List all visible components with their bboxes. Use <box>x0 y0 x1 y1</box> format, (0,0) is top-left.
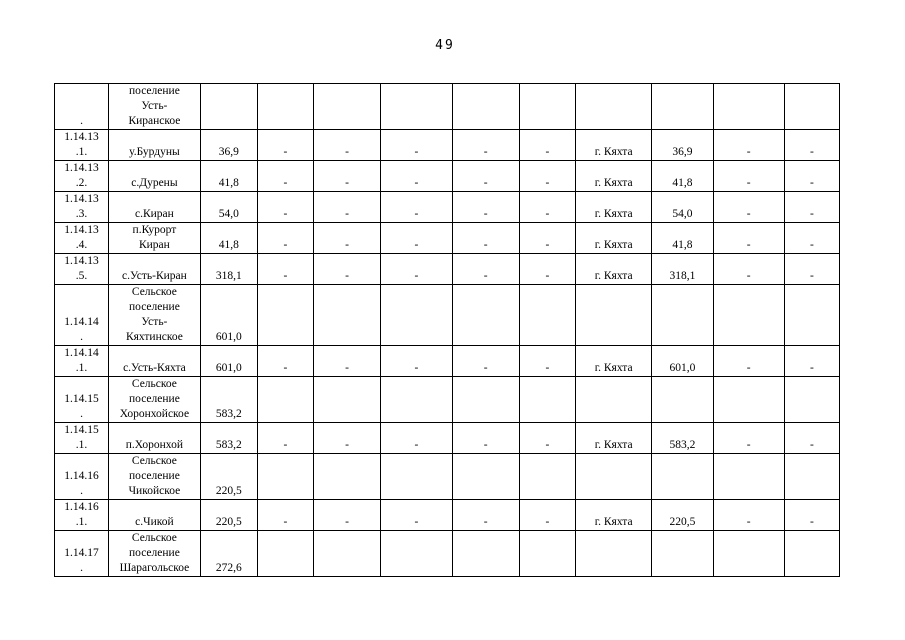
area-value: 583,2 <box>200 423 257 454</box>
cell: - <box>713 192 784 223</box>
cell <box>257 531 313 577</box>
settlement-name: с.Киран <box>109 192 201 223</box>
cell: - <box>381 161 452 192</box>
area-value-2: 601,0 <box>652 346 713 377</box>
cell: - <box>713 254 784 285</box>
settlement-name: Сельское поселение Усть- Кяхтинское <box>109 285 201 346</box>
city-cell <box>575 454 651 500</box>
city-cell: г. Кяхта <box>575 223 651 254</box>
cell <box>519 285 575 346</box>
area-value <box>200 84 257 130</box>
cell <box>452 454 519 500</box>
area-value-2 <box>652 454 713 500</box>
cell: - <box>257 223 313 254</box>
cell: - <box>257 500 313 531</box>
cell <box>713 454 784 500</box>
area-value: 36,9 <box>200 130 257 161</box>
row-number: 1.14.13 .4. <box>55 223 109 254</box>
row-number: 1.14.13 .5. <box>55 254 109 285</box>
cell: - <box>452 130 519 161</box>
cell: - <box>784 254 839 285</box>
city-cell <box>575 285 651 346</box>
cell: - <box>519 423 575 454</box>
area-value: 41,8 <box>200 223 257 254</box>
cell: - <box>452 254 519 285</box>
cell: - <box>519 500 575 531</box>
cell <box>313 531 380 577</box>
cell <box>257 285 313 346</box>
area-value: 318,1 <box>200 254 257 285</box>
cell <box>452 84 519 130</box>
row-number: 1.14.13 .1. <box>55 130 109 161</box>
city-cell: г. Кяхта <box>575 500 651 531</box>
area-value-2: 41,8 <box>652 161 713 192</box>
cell: - <box>257 192 313 223</box>
settlement-name: с.Чикой <box>109 500 201 531</box>
table-row <box>55 454 840 500</box>
cell <box>313 377 380 423</box>
city-cell <box>575 531 651 577</box>
row-number: 1.14.16 . <box>55 454 109 500</box>
table-row <box>55 130 840 161</box>
settlement-name: с.Усть-Кяхта <box>109 346 201 377</box>
settlement-name: Сельское поселение Шарагольское <box>109 531 201 577</box>
area-value-2 <box>652 285 713 346</box>
cell <box>257 377 313 423</box>
cell <box>713 285 784 346</box>
settlement-name: Сельское поселение Чикойское <box>109 454 201 500</box>
cell <box>452 285 519 346</box>
area-value-2: 36,9 <box>652 130 713 161</box>
table-row <box>55 161 840 192</box>
area-value-2: 583,2 <box>652 423 713 454</box>
cell <box>381 377 452 423</box>
cell: - <box>784 423 839 454</box>
cell: - <box>713 500 784 531</box>
table-row <box>55 377 840 423</box>
settlement-name: с.Усть-Киран <box>109 254 201 285</box>
cell: - <box>713 130 784 161</box>
cell: - <box>381 192 452 223</box>
cell: - <box>313 254 380 285</box>
cell: - <box>381 254 452 285</box>
cell <box>784 84 839 130</box>
cell <box>519 454 575 500</box>
area-value: 41,8 <box>200 161 257 192</box>
cell <box>381 84 452 130</box>
cell: - <box>784 223 839 254</box>
cell: - <box>784 346 839 377</box>
row-number: 1.14.15 . <box>55 377 109 423</box>
area-value: 601,0 <box>200 346 257 377</box>
cell: - <box>519 161 575 192</box>
area-value: 54,0 <box>200 192 257 223</box>
cell: - <box>381 223 452 254</box>
cell: - <box>452 223 519 254</box>
cell: - <box>257 254 313 285</box>
cell: - <box>519 223 575 254</box>
area-value-2 <box>652 531 713 577</box>
row-number: . <box>55 84 109 130</box>
settlement-name: с.Дурены <box>109 161 201 192</box>
cell: - <box>257 423 313 454</box>
city-cell: г. Кяхта <box>575 161 651 192</box>
city-cell <box>575 377 651 423</box>
area-value: 272,6 <box>200 531 257 577</box>
cell: - <box>519 192 575 223</box>
cell: - <box>313 423 380 454</box>
area-value-2: 220,5 <box>652 500 713 531</box>
cell <box>381 531 452 577</box>
cell <box>519 84 575 130</box>
cell <box>313 454 380 500</box>
row-number: 1.14.17 . <box>55 531 109 577</box>
area-value: 220,5 <box>200 454 257 500</box>
cell: - <box>257 161 313 192</box>
cell <box>257 454 313 500</box>
cell <box>313 285 380 346</box>
cell <box>784 531 839 577</box>
area-value-2: 54,0 <box>652 192 713 223</box>
row-number: 1.14.14 .1. <box>55 346 109 377</box>
cell <box>784 377 839 423</box>
city-cell: г. Кяхта <box>575 192 651 223</box>
area-value: 601,0 <box>200 285 257 346</box>
settlement-table <box>54 83 840 577</box>
cell: - <box>257 130 313 161</box>
cell: - <box>313 192 380 223</box>
table-row <box>55 223 840 254</box>
cell <box>713 377 784 423</box>
cell <box>784 454 839 500</box>
table-row <box>55 192 840 223</box>
cell: - <box>313 500 380 531</box>
city-cell <box>575 84 651 130</box>
settlement-name: п.Хоронхой <box>109 423 201 454</box>
settlement-name: поселение Усть- Киранское <box>109 84 201 130</box>
cell: - <box>313 161 380 192</box>
cell: - <box>313 346 380 377</box>
area-value: 583,2 <box>200 377 257 423</box>
row-number: 1.14.16 .1. <box>55 500 109 531</box>
table-row <box>55 423 840 454</box>
area-value-2 <box>652 377 713 423</box>
cell: - <box>452 192 519 223</box>
cell: - <box>381 346 452 377</box>
cell: - <box>381 500 452 531</box>
table-row <box>55 500 840 531</box>
cell: - <box>713 223 784 254</box>
area-value-2: 41,8 <box>652 223 713 254</box>
cell <box>313 84 380 130</box>
cell: - <box>452 500 519 531</box>
cell: - <box>519 130 575 161</box>
page-number: 49 <box>435 38 455 53</box>
cell <box>519 377 575 423</box>
cell: - <box>519 346 575 377</box>
cell: - <box>784 192 839 223</box>
cell: - <box>381 130 452 161</box>
area-value: 220,5 <box>200 500 257 531</box>
cell: - <box>713 346 784 377</box>
cell: - <box>452 161 519 192</box>
city-cell: г. Кяхта <box>575 130 651 161</box>
cell: - <box>313 223 380 254</box>
cell: - <box>313 130 380 161</box>
settlement-name: п.Курорт Киран <box>109 223 201 254</box>
cell <box>713 84 784 130</box>
cell <box>257 84 313 130</box>
cell <box>519 531 575 577</box>
cell: - <box>784 130 839 161</box>
area-value-2: 318,1 <box>652 254 713 285</box>
cell: - <box>257 346 313 377</box>
area-value-2 <box>652 84 713 130</box>
row-number: 1.14.13 .2. <box>55 161 109 192</box>
cell <box>452 377 519 423</box>
cell <box>713 531 784 577</box>
table-row <box>55 285 840 346</box>
settlement-name: у.Бурдуны <box>109 130 201 161</box>
row-number: 1.14.15 .1. <box>55 423 109 454</box>
cell: - <box>713 161 784 192</box>
table-row <box>55 84 840 130</box>
city-cell: г. Кяхта <box>575 346 651 377</box>
cell <box>381 285 452 346</box>
cell: - <box>452 423 519 454</box>
cell: - <box>381 423 452 454</box>
cell: - <box>784 161 839 192</box>
cell: - <box>713 423 784 454</box>
table-row <box>55 254 840 285</box>
city-cell: г. Кяхта <box>575 254 651 285</box>
cell <box>452 531 519 577</box>
cell: - <box>784 500 839 531</box>
cell: - <box>452 346 519 377</box>
settlement-name: Сельское поселение Хоронхойское <box>109 377 201 423</box>
cell: - <box>519 254 575 285</box>
table-row <box>55 346 840 377</box>
row-number: 1.14.13 .3. <box>55 192 109 223</box>
row-number: 1.14.14 . <box>55 285 109 346</box>
city-cell: г. Кяхта <box>575 423 651 454</box>
table-row <box>55 531 840 577</box>
cell <box>381 454 452 500</box>
cell <box>784 285 839 346</box>
